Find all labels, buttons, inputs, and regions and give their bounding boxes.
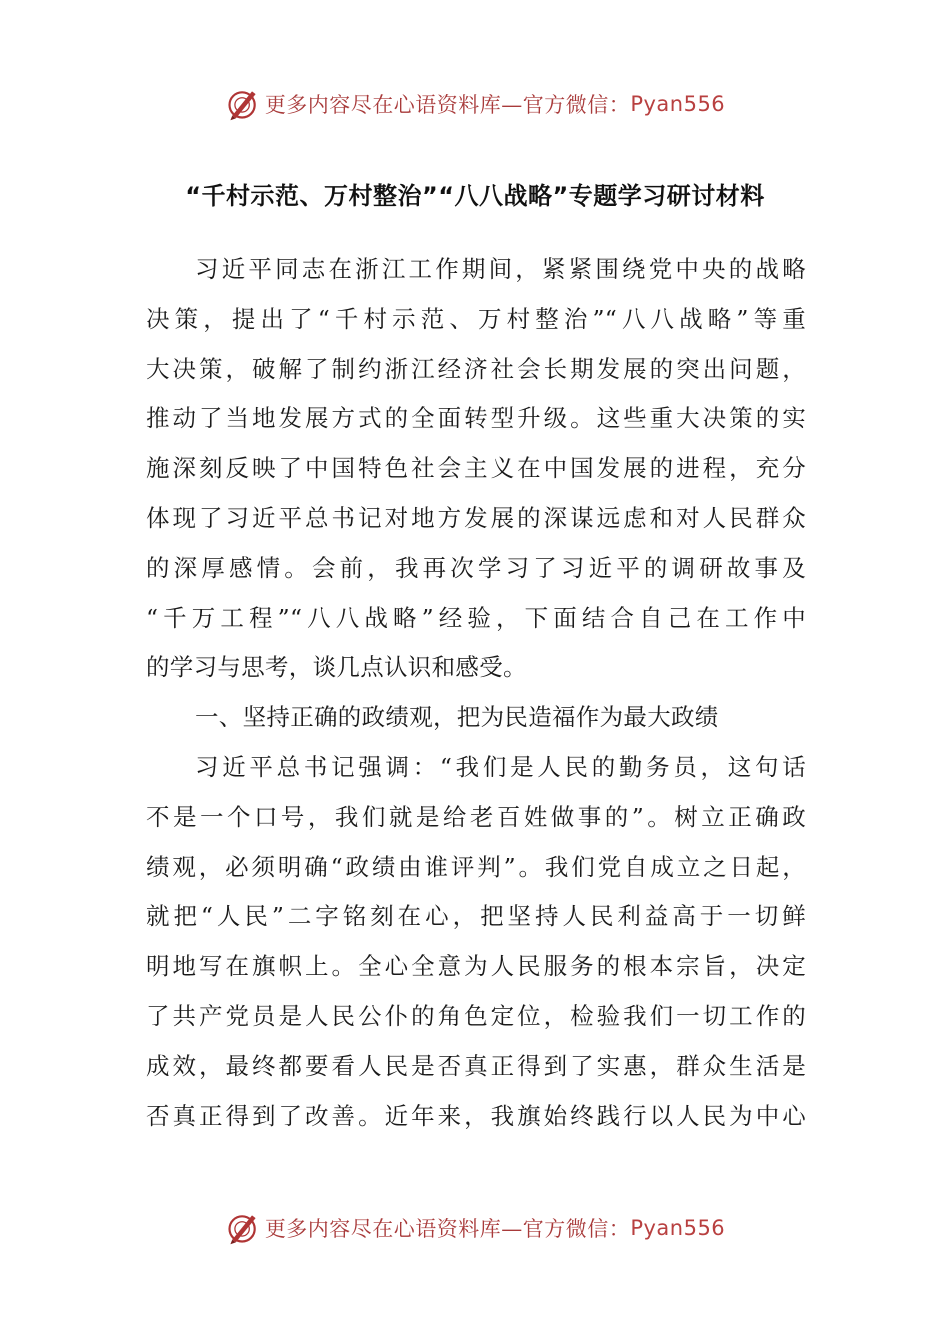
paragraph-line: 否真正得到了改善。近年来，我旗始终践行以人民为中心 [146,1101,806,1130]
paragraph-line: “千万工程”“八八战略”经验，下面结合自己在工作中 [146,603,806,632]
header-watermark-banner [0,84,950,124]
wechat-id: Pyan556 [630,1216,726,1240]
section-heading: 一、坚持正确的政绩观，把为民造福作为最大政绩 [195,703,719,732]
paragraph-line: 明地写在旗帜上。全心全意为人民服务的根本宗旨，决定 [146,952,806,981]
paragraph-line: 就把“人民”二字铭刻在心，把坚持人民利益高于一切鲜 [146,902,806,931]
paragraph-line: 推动了当地发展方式的全面转型升级。这些重大决策的实 [146,404,806,433]
document-body [146,245,806,1141]
paragraph-line: 大决策，破解了制约浙江经济社会长期发展的突出问题， [146,354,806,383]
paragraph-line: 习近平总书记强调：“我们是人民的勤务员，这句话 [195,752,806,781]
watermark-text: 更多内容尽在心语资料库—官方微信： [264,93,631,117]
document-title: “千村示范、万村整治”“八八战略”专题学习研讨材料 [185,182,765,210]
wechat-id: Pyan556 [630,92,726,116]
paragraph-line: 习近平同志在浙江工作期间，紧紧围绕党中央的战略 [195,255,806,283]
paragraph-line: 不是一个口号，我们就是给老百姓做事的”。树立正确政 [146,802,806,831]
paragraph-line: 了共产党员是人民公仆的角色定位，检验我们一切工作的 [146,1001,806,1030]
paragraph-line: 的学习与思考，谈几点认识和感受。 [146,653,527,682]
paragraph-line: 的深厚感情。会前，我再次学习了习近平的调研故事及 [146,553,806,582]
paragraph-line: 决策，提出了“千村示范、万村整治”“八八战略”等重 [146,304,806,333]
paragraph-line: 体现了习近平总书记对地方发展的深谋远虑和对人民群众 [146,503,806,532]
watermark-text: 更多内容尽在心语资料库—官方微信： [264,1217,631,1241]
paragraph-line: 成效，最终都要看人民是否真正得到了实惠，群众生活是 [146,1051,806,1080]
paragraph-line: 绩观，必须明确“政绩由谁评判”。我们党自成立之日起， [146,852,806,881]
pen-logo-icon [225,86,261,122]
footer-watermark-banner [0,1208,950,1248]
paragraph-line: 施深刻反映了中国特色社会主义在中国发展的进程，充分 [146,454,806,483]
pen-logo-icon [225,1210,261,1246]
